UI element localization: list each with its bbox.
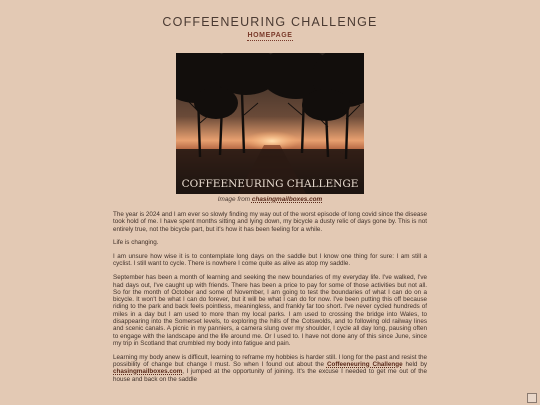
hero-overlay-text: COFFEENEURING CHALLENGE — [181, 178, 359, 190]
article-paragraph: September has been a month of learning and seeking the new boundaries of my everyday life. I've walked, I've had days out, I've caught up with friends. There has been a price to pay for some of those activities but not all. So for the month of October and some of November, I am going to test the boundaries of what I can do on a bicycle. It won't be what I can do forever, but it will be what I can do for now. I've been putting this off because riding to the park and back feels pointless, meaningless, and frankly far too short. I've never cycled hundreds of miles in a day but I am used to more than my local parks. I am used to crossing the bridge into Wales, to disappearing into the Somerset levels, to exploring the hills of the Cotswolds, and to following old railway lines and scenic canals. A picnic in my panniers, a camera slung over my shoulder, I cycle all day long, pausing often to engage with the landscape and the life around me. Or I used to. I have not done any of this since June, since my trip in Scotland that crumbled my body into fatigue and pain. — [113, 274, 427, 347]
article-paragraph: The year is 2024 and I am ever so slowly finding my way out of the worst episode of long covid since the disease took hold of me. I have spent months sitting and lying down, my bicycle a dusty relic of days gone by. This is not entirely true, not the bicycle part, but it's how it has been feeling for a while. — [113, 211, 427, 233]
article-paragraph: I am unsure how wise it is to contemplate long days on the saddle but I know one thing for sure: I am still a cyclist. I still want to cycle. There is nowhere I come quite as alive as atop my saddle. — [113, 253, 427, 268]
article-body — [113, 211, 427, 389]
caption-prefix: Image from — [217, 196, 251, 203]
coffeeneuring-challenge-link[interactable]: Coffeeneuring Challenge — [326, 361, 403, 369]
hero-image — [176, 53, 364, 194]
scroll-to-top-button[interactable] — [527, 393, 537, 403]
paragraph-text: Learning my body anew is difficult, learning to reframe my hobbies is harder still. I long for the past and resist the possibility of change but change I must. So when I found out about the — [113, 353, 427, 369]
image-caption — [0, 196, 540, 203]
hero-photo — [176, 53, 364, 194]
chasingmailboxes-link[interactable]: chasingmailboxes.com — [113, 368, 183, 376]
article-paragraph: Life is changing. — [113, 239, 159, 247]
nav-homepage — [0, 32, 540, 39]
site-title: COFFEENEURING CHALLENGE — [162, 15, 378, 29]
caption-source-link[interactable]: chasingmailboxes.com — [251, 196, 323, 203]
homepage-link[interactable]: HOMEPAGE — [247, 32, 293, 39]
article-paragraph — [113, 354, 427, 383]
paragraph-text: held by — [405, 361, 427, 369]
paragraph-text: , I jumped at the opportunity of joining. It's the excuse I needed to get me out of the house and back on the saddle — [113, 368, 427, 383]
